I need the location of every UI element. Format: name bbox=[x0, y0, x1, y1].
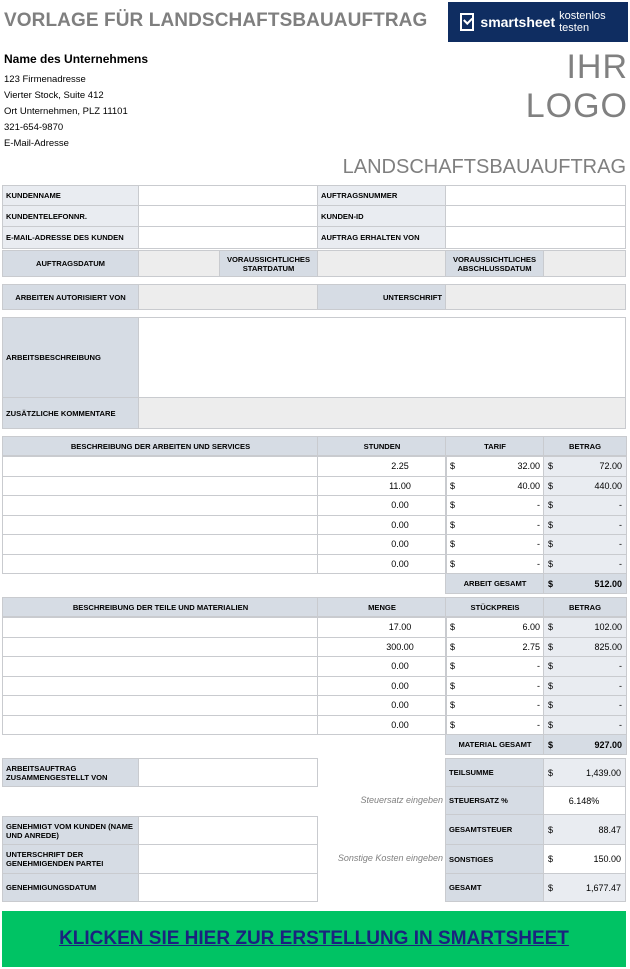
materials-row-qty[interactable]: 0.00 bbox=[317, 676, 447, 697]
labor-row-desc[interactable] bbox=[2, 515, 319, 536]
materials-row-amount-amount: - bbox=[619, 719, 622, 730]
labor-row-desc[interactable] bbox=[2, 554, 319, 575]
currency-symbol: $ bbox=[450, 641, 456, 652]
company-name: Name des Unternehmens bbox=[4, 52, 149, 66]
materials-row-desc[interactable] bbox=[2, 656, 319, 677]
materials-row-desc[interactable] bbox=[2, 676, 319, 697]
other-costs-hint: Sonstige Kosten eingeben bbox=[337, 853, 443, 863]
materials-row-rate bbox=[445, 617, 545, 638]
materials-row-amount-amount: 102.00 bbox=[594, 622, 622, 633]
labor-row-amount-amount: - bbox=[619, 519, 622, 530]
labor-row-qty[interactable]: 0.00 bbox=[317, 515, 447, 536]
labor-row-rate-amount: - bbox=[537, 500, 540, 511]
other-costs-label: SONSTIGES bbox=[445, 844, 544, 874]
materials-header-2: STÜCKPREIS bbox=[445, 597, 545, 617]
currency-symbol: $ bbox=[548, 680, 554, 691]
company-address-line2: Vierter Stock, Suite 412 bbox=[4, 90, 104, 101]
subtotal-value bbox=[543, 758, 626, 787]
company-address-line3: Ort Unternehmen, PLZ 11101 bbox=[4, 106, 128, 117]
materials-row-rate bbox=[445, 656, 545, 677]
order-date-label: AUFTRAGSDATUM bbox=[2, 250, 139, 277]
materials-row-amount bbox=[543, 617, 627, 638]
labor-row-rate bbox=[445, 515, 545, 536]
materials-total-value-amount: 927.00 bbox=[594, 739, 622, 750]
received-by-label: AUFTRAG ERHALTEN VON bbox=[317, 226, 446, 249]
approval-date-field[interactable] bbox=[138, 873, 318, 902]
tax-rate-hint: Steuersatz eingeben bbox=[360, 795, 443, 805]
grand-total-amount: 1,677.47 bbox=[585, 882, 621, 893]
smartsheet-logo-icon bbox=[460, 13, 474, 31]
order-number-label: AUFTRAGSNUMMER bbox=[317, 185, 446, 206]
customer-email-label: E-MAIL-ADRESSE DES KUNDEN bbox=[2, 226, 139, 249]
received-by-field[interactable] bbox=[445, 226, 626, 249]
currency-symbol: $ bbox=[548, 882, 554, 893]
labor-row-rate bbox=[445, 495, 545, 516]
labor-header-2: TARIF bbox=[445, 436, 545, 456]
start-date-label: VORAUSSICHTLICHES STARTDATUM bbox=[219, 250, 318, 277]
subtotal-amount: 1,439.00 bbox=[585, 767, 621, 778]
currency-symbol: $ bbox=[548, 480, 554, 491]
materials-row-rate bbox=[445, 637, 545, 658]
labor-row-qty[interactable]: 11.00 bbox=[317, 476, 447, 497]
labor-row-rate bbox=[445, 534, 545, 555]
materials-row-rate-amount: 6.00 bbox=[522, 622, 540, 633]
materials-row-qty[interactable]: 17.00 bbox=[317, 617, 447, 638]
labor-row-rate bbox=[445, 456, 545, 477]
labor-total-value bbox=[543, 573, 627, 594]
currency-symbol: $ bbox=[450, 700, 456, 711]
materials-row-rate-amount: 2.75 bbox=[522, 641, 540, 652]
company-address-line1: 123 Firmenadresse bbox=[4, 74, 86, 85]
labor-total-label: ARBEIT GESAMT bbox=[445, 573, 545, 594]
currency-symbol: $ bbox=[548, 739, 554, 750]
customer-phone-label: KUNDENTELEFONNR. bbox=[2, 205, 139, 227]
labor-row-amount-amount: - bbox=[619, 539, 622, 550]
materials-row-amount bbox=[543, 656, 627, 677]
materials-row-amount-amount: - bbox=[619, 700, 622, 711]
end-date-label: VORAUSSICHTLICHES ABSCHLUSSDATUM bbox=[445, 250, 544, 277]
materials-row-desc[interactable] bbox=[2, 715, 319, 736]
total-tax-amount: 88.47 bbox=[598, 824, 621, 835]
tax-rate-label: STEUERSATZ % bbox=[445, 786, 544, 815]
customer-phone-field[interactable] bbox=[138, 205, 318, 227]
labor-row-amount bbox=[543, 495, 627, 516]
approver-signature-field[interactable] bbox=[138, 844, 318, 874]
currency-symbol: $ bbox=[548, 539, 554, 550]
customer-name-label: KUNDENNAME bbox=[2, 185, 139, 206]
labor-row-qty[interactable]: 2.25 bbox=[317, 456, 447, 477]
grand-total-label: GESAMT bbox=[445, 873, 544, 902]
labor-row-rate-amount: - bbox=[537, 519, 540, 530]
currency-symbol: $ bbox=[450, 519, 456, 530]
labor-row-amount bbox=[543, 515, 627, 536]
labor-row-amount-amount: - bbox=[619, 500, 622, 511]
labor-row-amount-amount: 72.00 bbox=[599, 461, 622, 472]
materials-row-amount-amount: - bbox=[619, 661, 622, 672]
comments-label: ZUSÄTZLICHE KOMMENTARE bbox=[2, 397, 139, 429]
labor-row-amount-amount: 440.00 bbox=[594, 480, 622, 491]
currency-symbol: $ bbox=[548, 854, 554, 864]
materials-row-qty[interactable]: 0.00 bbox=[317, 656, 447, 677]
subtotal-label: TEILSUMME bbox=[445, 758, 544, 787]
labor-row-amount bbox=[543, 476, 627, 497]
compiled-by-label: ARBEITSAUFTRAG ZUSAMMENGESTELLT VON bbox=[2, 758, 139, 787]
materials-header-3: BETRAG bbox=[543, 597, 627, 617]
labor-row-qty[interactable]: 0.00 bbox=[317, 554, 447, 575]
approval-date-label: GENEHMIGUNGSDATUM bbox=[2, 873, 139, 902]
other-costs-amount: 150.00 bbox=[593, 854, 621, 864]
materials-row-rate-amount: - bbox=[537, 661, 540, 672]
doc-subtitle: LANDSCHAFTSBAUAUFTRAG bbox=[342, 156, 626, 178]
materials-row-rate bbox=[445, 676, 545, 697]
materials-row-amount bbox=[543, 715, 627, 736]
currency-symbol: $ bbox=[548, 824, 554, 835]
materials-row-rate-amount: - bbox=[537, 719, 540, 730]
materials-row-desc[interactable] bbox=[2, 617, 319, 638]
currency-symbol: $ bbox=[548, 641, 554, 652]
materials-total-label: MATERIAL GESAMT bbox=[445, 734, 545, 755]
labor-row-rate-amount: 32.00 bbox=[517, 461, 540, 472]
approved-by-field[interactable] bbox=[138, 816, 318, 845]
comments-field[interactable] bbox=[138, 397, 626, 429]
labor-row-amount-amount: - bbox=[619, 558, 622, 569]
work-description-label: ARBEITSBESCHREIBUNG bbox=[2, 317, 139, 398]
currency-symbol: $ bbox=[450, 719, 456, 730]
approver-signature-label: UNTERSCHRIFT DER GENEHMIGENDEN PARTEI bbox=[2, 844, 139, 874]
materials-row-rate-amount: - bbox=[537, 680, 540, 691]
currency-symbol: $ bbox=[450, 500, 456, 511]
brand-cta-text: kostenlos testen bbox=[559, 10, 606, 34]
materials-row-qty[interactable]: 300.00 bbox=[317, 637, 447, 658]
customer-email-field[interactable] bbox=[138, 226, 318, 249]
labor-row-amount bbox=[543, 554, 627, 575]
labor-row-rate-amount: - bbox=[537, 539, 540, 550]
tax-rate-field[interactable]: 6.148% bbox=[543, 786, 626, 815]
materials-row-amount bbox=[543, 637, 627, 658]
materials-header-0: BESCHREIBUNG DER TEILE UND MATERIALIEN bbox=[2, 597, 319, 617]
order-date-field[interactable] bbox=[138, 250, 220, 277]
labor-header-0: BESCHREIBUNG DER ARBEITEN UND SERVICES bbox=[2, 436, 319, 456]
labor-row-amount bbox=[543, 534, 627, 555]
materials-total-value bbox=[543, 734, 627, 755]
materials-row-amount-amount: 825.00 bbox=[594, 641, 622, 652]
labor-header-3: BETRAG bbox=[543, 436, 627, 456]
order-number-field[interactable] bbox=[445, 185, 626, 206]
labor-row-rate bbox=[445, 476, 545, 497]
currency-symbol: $ bbox=[548, 719, 554, 730]
authorized-by-field[interactable] bbox=[138, 284, 318, 310]
work-description-field[interactable] bbox=[138, 317, 626, 398]
currency-symbol: $ bbox=[450, 661, 456, 672]
end-date-field[interactable] bbox=[543, 250, 626, 277]
currency-symbol: $ bbox=[548, 558, 554, 569]
grand-total-value bbox=[543, 873, 626, 902]
labor-row-rate bbox=[445, 554, 545, 575]
materials-header-1: MENGE bbox=[317, 597, 447, 617]
labor-row-amount bbox=[543, 456, 627, 477]
currency-symbol: $ bbox=[548, 767, 554, 778]
brand-name: smartsheet bbox=[480, 14, 556, 30]
currency-symbol: $ bbox=[548, 461, 554, 472]
materials-row-amount-amount: - bbox=[619, 680, 622, 691]
currency-symbol: $ bbox=[450, 558, 456, 569]
currency-symbol: $ bbox=[450, 539, 456, 550]
materials-row-qty[interactable]: 0.00 bbox=[317, 715, 447, 736]
currency-symbol: $ bbox=[450, 461, 456, 472]
materials-row-rate bbox=[445, 695, 545, 716]
start-date-field[interactable] bbox=[317, 250, 446, 277]
approved-by-label: GENEHMIGT VOM KUNDEN (NAME UND ANREDE) bbox=[2, 816, 139, 845]
currency-symbol: $ bbox=[548, 519, 554, 530]
customer-name-field[interactable] bbox=[138, 185, 318, 206]
labor-row-desc[interactable] bbox=[2, 534, 319, 555]
signature-label: UNTERSCHRIFT bbox=[317, 284, 446, 310]
labor-row-desc[interactable] bbox=[2, 456, 319, 477]
labor-row-rate-amount: 40.00 bbox=[517, 480, 540, 491]
materials-row-desc[interactable] bbox=[2, 637, 319, 658]
currency-symbol: $ bbox=[548, 500, 554, 511]
materials-row-rate-amount: - bbox=[537, 700, 540, 711]
labor-header-1: STUNDEN bbox=[317, 436, 447, 456]
materials-row-desc[interactable] bbox=[2, 695, 319, 716]
currency-symbol: $ bbox=[548, 578, 554, 589]
currency-symbol: $ bbox=[450, 680, 456, 691]
currency-symbol: $ bbox=[548, 700, 554, 711]
total-tax-value bbox=[543, 814, 626, 845]
company-phone: 321-654-9870 bbox=[4, 122, 64, 133]
logo-placeholder: IHR LOGO bbox=[525, 48, 628, 125]
customer-id-label: KUNDEN-ID bbox=[317, 205, 446, 227]
customer-id-field[interactable] bbox=[445, 205, 626, 227]
signature-field[interactable] bbox=[445, 284, 626, 310]
labor-row-desc[interactable] bbox=[2, 476, 319, 497]
compiled-by-field[interactable] bbox=[138, 758, 318, 787]
materials-row-rate bbox=[445, 715, 545, 736]
other-costs-field[interactable] bbox=[543, 844, 626, 874]
document-title: VORLAGE FÜR LANDSCHAFTSBAUAUFTRAG bbox=[4, 10, 428, 31]
materials-row-amount bbox=[543, 695, 627, 716]
currency-symbol: $ bbox=[450, 622, 456, 633]
company-email: E-Mail-Adresse bbox=[4, 138, 69, 149]
materials-row-qty[interactable]: 0.00 bbox=[317, 695, 447, 716]
currency-symbol: $ bbox=[548, 661, 554, 672]
create-in-smartsheet-link[interactable]: KLICKEN SIE HIER ZUR ERSTELLUNG IN SMARTSHEET bbox=[59, 928, 569, 949]
labor-row-qty[interactable]: 0.00 bbox=[317, 534, 447, 555]
currency-symbol: $ bbox=[450, 480, 456, 491]
labor-row-qty[interactable]: 0.00 bbox=[317, 495, 447, 516]
labor-row-desc[interactable] bbox=[2, 495, 319, 516]
currency-symbol: $ bbox=[548, 622, 554, 633]
create-in-smartsheet-banner[interactable] bbox=[2, 911, 626, 967]
authorized-by-label: ARBEITEN AUTORISIERT VON bbox=[2, 284, 139, 310]
smartsheet-trial-button[interactable] bbox=[448, 2, 628, 42]
labor-total-value-amount: 512.00 bbox=[594, 578, 622, 589]
labor-row-rate-amount: - bbox=[537, 558, 540, 569]
total-tax-label: GESAMTSTEUER bbox=[445, 814, 544, 845]
materials-row-amount bbox=[543, 676, 627, 697]
